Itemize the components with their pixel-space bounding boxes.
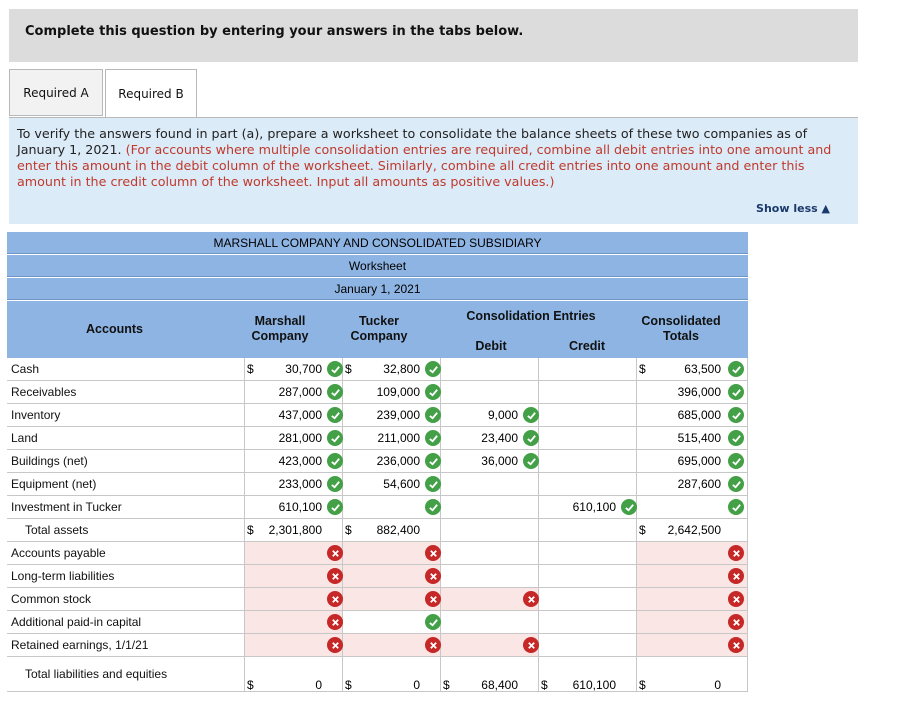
caret-up-icon: ▲ bbox=[821, 202, 830, 215]
dollar-sign: $ bbox=[639, 362, 646, 376]
cell-value: 109,000 bbox=[376, 385, 420, 399]
cell-value: 437,000 bbox=[278, 408, 322, 422]
correct-check-icon bbox=[728, 384, 744, 400]
dollar-sign: $ bbox=[541, 678, 548, 692]
input-cell-tot[interactable] bbox=[637, 381, 748, 403]
input-cell-t[interactable] bbox=[343, 473, 441, 495]
input-cell-tot[interactable] bbox=[637, 519, 748, 541]
input-cell-m[interactable] bbox=[245, 358, 343, 380]
account-name: Retained earnings, 1/1/21 bbox=[7, 634, 245, 656]
cell-value: 9,000 bbox=[487, 408, 518, 422]
worksheet-table bbox=[7, 232, 748, 694]
input-cell-c[interactable] bbox=[539, 634, 637, 656]
incorrect-x-icon bbox=[327, 637, 343, 653]
account-name: Inventory bbox=[7, 404, 245, 426]
account-name: Common stock bbox=[7, 588, 245, 610]
input-cell-tot[interactable] bbox=[637, 404, 748, 426]
show-less-label: Show less bbox=[756, 202, 818, 215]
worksheet-grid bbox=[7, 358, 748, 692]
instructions-note: (For accounts where multiple consolidation entries are required, combine all debit entries into one amount and enter this amount in the debit column of the worksheet. Similarly, combine all credit entries into one amount and enter this amount in the credit column of the worksheet. Input all amounts as positive values.) bbox=[17, 142, 832, 189]
worksheet-date-text: January 1, 2021 bbox=[334, 281, 421, 296]
input-cell-d[interactable] bbox=[441, 404, 539, 426]
input-cell-m[interactable] bbox=[245, 611, 343, 633]
instructions-banner bbox=[9, 9, 858, 62]
table-row bbox=[7, 588, 748, 611]
input-cell-d[interactable] bbox=[441, 588, 539, 610]
input-cell-d[interactable] bbox=[441, 473, 539, 495]
incorrect-x-icon bbox=[425, 591, 441, 607]
dollar-sign: $ bbox=[247, 523, 254, 537]
cell-value: 0 bbox=[315, 678, 322, 692]
dollar-sign: $ bbox=[247, 362, 254, 376]
correct-check-icon bbox=[523, 453, 539, 469]
input-cell-c[interactable] bbox=[539, 450, 637, 472]
cell-value: 685,000 bbox=[677, 408, 721, 422]
cell-value: 695,000 bbox=[677, 454, 721, 468]
correct-check-icon bbox=[327, 407, 343, 423]
table-row bbox=[7, 450, 748, 473]
worksheet-date bbox=[7, 278, 748, 300]
cell-value: 233,000 bbox=[278, 477, 322, 491]
cell-value: 30,700 bbox=[285, 362, 322, 376]
cell-value: 2,301,800 bbox=[268, 523, 322, 537]
table-row bbox=[7, 565, 748, 588]
input-cell-d[interactable] bbox=[441, 450, 539, 472]
column-headers bbox=[7, 301, 748, 358]
account-name: Additional paid-in capital bbox=[7, 611, 245, 633]
correct-check-icon bbox=[728, 476, 744, 492]
incorrect-x-icon bbox=[425, 545, 441, 561]
worksheet-title-text: MARSHALL COMPANY AND CONSOLIDATED SUBSIDIARY bbox=[213, 235, 542, 250]
incorrect-x-icon bbox=[327, 614, 343, 630]
input-cell-c[interactable] bbox=[539, 427, 637, 449]
input-cell-c[interactable] bbox=[539, 588, 637, 610]
input-cell-c[interactable] bbox=[539, 565, 637, 587]
dollar-sign: $ bbox=[247, 678, 254, 692]
correct-check-icon bbox=[425, 499, 441, 515]
correct-check-icon bbox=[327, 476, 343, 492]
input-cell-c[interactable] bbox=[539, 519, 637, 541]
cell-value: 515,400 bbox=[677, 431, 721, 445]
correct-check-icon bbox=[327, 453, 343, 469]
input-cell-d[interactable] bbox=[441, 657, 539, 691]
input-cell-d[interactable] bbox=[441, 496, 539, 518]
input-cell-m[interactable] bbox=[245, 565, 343, 587]
table-row bbox=[7, 542, 748, 565]
correct-check-icon bbox=[425, 361, 441, 377]
dollar-sign: $ bbox=[639, 523, 646, 537]
input-cell-tot[interactable] bbox=[637, 542, 748, 564]
input-cell-t[interactable] bbox=[343, 519, 441, 541]
input-cell-t[interactable] bbox=[343, 358, 441, 380]
table-row bbox=[7, 519, 748, 542]
account-name: Investment in Tucker bbox=[7, 496, 245, 518]
header-consolidation: Consolidation Entries bbox=[466, 309, 596, 323]
worksheet-subtitle-text: Worksheet bbox=[348, 258, 407, 273]
input-cell-d[interactable] bbox=[441, 634, 539, 656]
input-cell-d[interactable] bbox=[441, 358, 539, 380]
table-row bbox=[7, 496, 748, 519]
tab-required-b[interactable]: Required B bbox=[105, 69, 197, 118]
correct-check-icon bbox=[621, 499, 637, 515]
instructions-panel bbox=[9, 118, 858, 224]
cell-value: 610,100 bbox=[572, 678, 616, 692]
incorrect-x-icon bbox=[728, 614, 744, 630]
input-cell-d[interactable] bbox=[441, 381, 539, 403]
input-cell-c[interactable] bbox=[539, 542, 637, 564]
input-cell-c[interactable] bbox=[539, 358, 637, 380]
input-cell-t[interactable] bbox=[343, 450, 441, 472]
table-row bbox=[7, 611, 748, 634]
input-cell-c[interactable] bbox=[539, 496, 637, 518]
header-marshall: Marshall Company bbox=[251, 314, 309, 343]
input-cell-tot[interactable] bbox=[637, 611, 748, 633]
dollar-sign: $ bbox=[639, 678, 646, 692]
input-cell-m[interactable] bbox=[245, 381, 343, 403]
cell-value: 36,000 bbox=[481, 454, 518, 468]
input-cell-tot[interactable] bbox=[637, 450, 748, 472]
input-cell-t[interactable] bbox=[343, 611, 441, 633]
incorrect-x-icon bbox=[728, 591, 744, 607]
correct-check-icon bbox=[425, 453, 441, 469]
header-credit: Credit bbox=[568, 339, 606, 353]
account-name: Accounts payable bbox=[7, 542, 245, 564]
input-cell-d[interactable] bbox=[441, 542, 539, 564]
input-cell-tot[interactable] bbox=[637, 588, 748, 610]
input-cell-tot[interactable] bbox=[637, 496, 748, 518]
header-debit: Debit bbox=[475, 339, 507, 353]
correct-check-icon bbox=[728, 361, 744, 377]
input-cell-t[interactable] bbox=[343, 588, 441, 610]
cell-value: 882,400 bbox=[376, 523, 420, 537]
input-cell-c[interactable] bbox=[539, 381, 637, 403]
table-row bbox=[7, 657, 748, 692]
input-cell-c[interactable] bbox=[539, 611, 637, 633]
input-cell-t[interactable] bbox=[343, 427, 441, 449]
cell-value: 211,000 bbox=[377, 431, 420, 445]
input-cell-d[interactable] bbox=[441, 427, 539, 449]
header-totals: Consolidated Totals bbox=[641, 314, 721, 343]
correct-check-icon bbox=[728, 499, 744, 515]
account-name: Long-term liabilities bbox=[7, 565, 245, 587]
worksheet-subtitle bbox=[7, 255, 748, 277]
input-cell-m[interactable] bbox=[245, 404, 343, 426]
input-cell-d[interactable] bbox=[441, 565, 539, 587]
input-cell-t[interactable] bbox=[343, 404, 441, 426]
input-cell-m[interactable] bbox=[245, 634, 343, 656]
input-cell-tot[interactable] bbox=[637, 473, 748, 495]
worksheet-title bbox=[7, 232, 748, 254]
account-name: Receivables bbox=[7, 381, 245, 403]
correct-check-icon bbox=[327, 384, 343, 400]
cell-value: 63,500 bbox=[684, 362, 721, 376]
input-cell-d[interactable] bbox=[441, 611, 539, 633]
correct-check-icon bbox=[728, 453, 744, 469]
input-cell-t[interactable] bbox=[343, 496, 441, 518]
cell-value: 0 bbox=[714, 678, 721, 692]
input-cell-tot[interactable] bbox=[637, 358, 748, 380]
table-row bbox=[7, 634, 748, 657]
incorrect-x-icon bbox=[728, 637, 744, 653]
input-cell-t[interactable] bbox=[343, 381, 441, 403]
account-name: Total liabilities and equities bbox=[7, 657, 245, 691]
cell-value: 236,000 bbox=[376, 454, 420, 468]
cell-value: 23,400 bbox=[481, 431, 518, 445]
table-row bbox=[7, 427, 748, 450]
cell-value: 396,000 bbox=[677, 385, 721, 399]
cell-value: 423,000 bbox=[278, 454, 322, 468]
cell-value: 32,800 bbox=[383, 362, 420, 376]
cell-value: 54,600 bbox=[383, 477, 420, 491]
cell-value: 610,100 bbox=[572, 500, 616, 514]
incorrect-x-icon bbox=[327, 545, 343, 561]
correct-check-icon bbox=[327, 430, 343, 446]
incorrect-x-icon bbox=[523, 637, 539, 653]
cell-value: 239,000 bbox=[376, 408, 420, 422]
input-cell-tot[interactable] bbox=[637, 565, 748, 587]
account-name: Cash bbox=[7, 358, 245, 380]
incorrect-x-icon bbox=[327, 568, 343, 584]
cell-value: 2,642,500 bbox=[667, 523, 721, 537]
dollar-sign: $ bbox=[345, 678, 352, 692]
input-cell-d[interactable] bbox=[441, 519, 539, 541]
banner-text: Complete this question by entering your answers in the tabs below. bbox=[25, 24, 524, 39]
input-cell-m[interactable] bbox=[245, 657, 343, 691]
incorrect-x-icon bbox=[327, 591, 343, 607]
account-name: Buildings (net) bbox=[7, 450, 245, 472]
input-cell-m[interactable] bbox=[245, 519, 343, 541]
input-cell-tot[interactable] bbox=[637, 634, 748, 656]
instructions-main: To verify the answers found in part (a), prepare a worksheet to consolidate the balance sheets of these two companies as of January 1, 2021. bbox=[17, 126, 808, 157]
input-cell-tot[interactable] bbox=[637, 657, 748, 691]
cell-value: 68,400 bbox=[481, 678, 518, 692]
table-row bbox=[7, 358, 748, 381]
input-cell-m[interactable] bbox=[245, 450, 343, 472]
correct-check-icon bbox=[728, 430, 744, 446]
input-cell-m[interactable] bbox=[245, 496, 343, 518]
input-cell-c[interactable] bbox=[539, 473, 637, 495]
input-cell-t[interactable] bbox=[343, 657, 441, 691]
cell-value: 287,000 bbox=[278, 385, 322, 399]
correct-check-icon bbox=[327, 361, 343, 377]
correct-check-icon bbox=[425, 430, 441, 446]
input-cell-t[interactable] bbox=[343, 634, 441, 656]
incorrect-x-icon bbox=[523, 591, 539, 607]
dollar-sign: $ bbox=[443, 678, 450, 692]
table-row bbox=[7, 404, 748, 427]
table-row bbox=[7, 381, 748, 404]
header-tucker: Tucker Company bbox=[350, 314, 408, 343]
incorrect-x-icon bbox=[425, 637, 441, 653]
show-less-button[interactable] bbox=[756, 202, 830, 215]
table-row bbox=[7, 473, 748, 496]
input-cell-c[interactable] bbox=[539, 404, 637, 426]
instructions-text bbox=[17, 126, 843, 190]
input-cell-m[interactable] bbox=[245, 588, 343, 610]
cell-value: 0 bbox=[413, 678, 420, 692]
input-cell-t[interactable] bbox=[343, 542, 441, 564]
correct-check-icon bbox=[425, 476, 441, 492]
input-cell-c[interactable] bbox=[539, 657, 637, 691]
dollar-sign: $ bbox=[345, 362, 352, 376]
correct-check-icon bbox=[425, 384, 441, 400]
input-cell-m[interactable] bbox=[245, 473, 343, 495]
input-cell-tot[interactable] bbox=[637, 427, 748, 449]
cell-value: 287,600 bbox=[677, 477, 721, 491]
cell-value: 610,100 bbox=[278, 500, 322, 514]
incorrect-x-icon bbox=[728, 568, 744, 584]
header-accounts: Accounts bbox=[86, 322, 143, 336]
correct-check-icon bbox=[523, 407, 539, 423]
dollar-sign: $ bbox=[345, 523, 352, 537]
account-name: Land bbox=[7, 427, 245, 449]
incorrect-x-icon bbox=[728, 545, 744, 561]
account-name: Equipment (net) bbox=[7, 473, 245, 495]
account-name: Total assets bbox=[7, 519, 245, 541]
correct-check-icon bbox=[327, 499, 343, 515]
incorrect-x-icon bbox=[425, 568, 441, 584]
correct-check-icon bbox=[523, 430, 539, 446]
input-cell-m[interactable] bbox=[245, 427, 343, 449]
tab-required-a[interactable]: Required A bbox=[9, 69, 103, 116]
input-cell-t[interactable] bbox=[343, 565, 441, 587]
correct-check-icon bbox=[728, 407, 744, 423]
cell-value: 281,000 bbox=[278, 431, 322, 445]
input-cell-m[interactable] bbox=[245, 542, 343, 564]
correct-check-icon bbox=[425, 614, 441, 630]
correct-check-icon bbox=[425, 407, 441, 423]
